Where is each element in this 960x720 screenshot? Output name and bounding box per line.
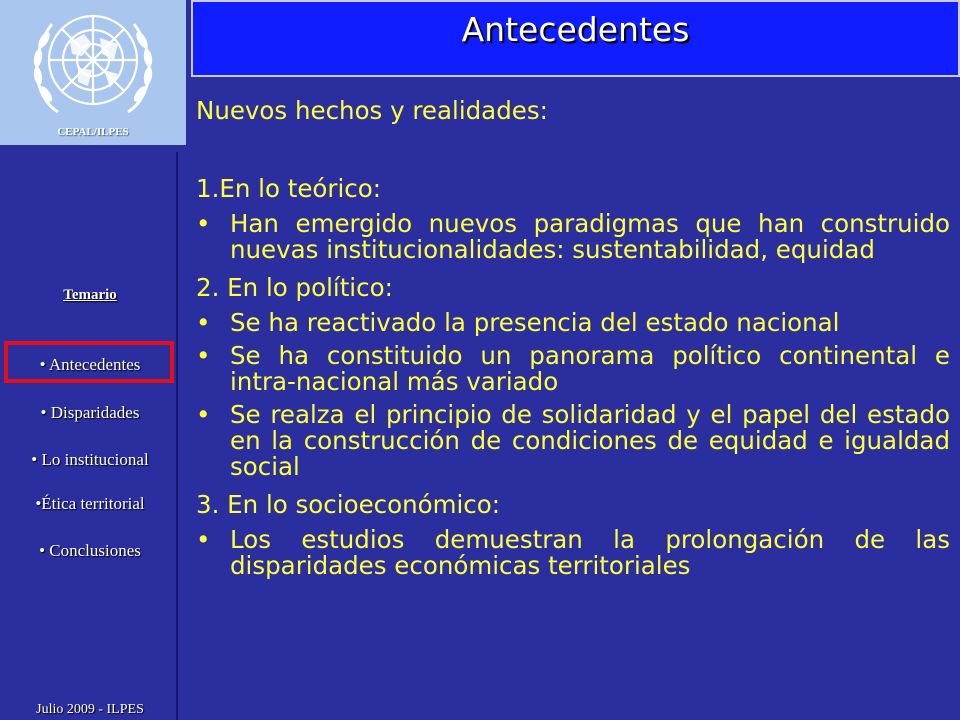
bullet-dot: • [196, 400, 211, 429]
slide-title: Antecedentes [461, 10, 690, 49]
nav-item-conclusiones[interactable]: • Conclusiones [39, 541, 141, 560]
bullet-dot: • [196, 341, 211, 370]
nav-item-antecedentes[interactable]: • Antecedentes [39, 355, 141, 374]
section-heading-politico: 2. En lo político: [196, 273, 393, 302]
sidebar [0, 152, 178, 720]
bullet-item [196, 402, 950, 480]
nav-item-lo-institucional[interactable]: • Lo institucional [31, 450, 149, 469]
bullet-text: Han emergido nuevos paradigmas que han construido nuevas institucionalidades: sustentabilidad, equidad [230, 209, 950, 264]
bullet-text: Los estudios demuestran la prolongación de las disparidades económicas territoriales [230, 525, 950, 580]
bullet-text: Se ha constituido un panorama político continental e intra-nacional más variado [230, 341, 950, 396]
bullet-item [196, 310, 950, 336]
bullet-dot: • [196, 308, 211, 337]
bullet-item [196, 527, 950, 579]
slide-subtitle: Nuevos hechos y realidades: [196, 96, 548, 125]
section-heading-teorico: 1.En lo teórico: [196, 174, 382, 203]
un-emblem-icon [22, 4, 164, 126]
bullet-item [196, 343, 950, 395]
bullet-dot: • [196, 209, 211, 238]
nav-item-etica-territorial[interactable]: •Ética territorial [35, 494, 145, 513]
temario-link[interactable]: Temario [63, 287, 117, 303]
footer-date: Julio 2009 - ILPES [36, 702, 144, 717]
section-heading-socioeconomico: 3. En lo socioeconómico: [196, 490, 501, 519]
slide-content [196, 96, 950, 579]
nav-item-disparidades[interactable]: • Disparidades [40, 403, 140, 422]
bullet-dot: • [196, 525, 211, 554]
un-logo-panel [0, 0, 186, 145]
bullet-text: Se ha reactivado la presencia del estado nacional [230, 308, 840, 337]
bullet-item [196, 211, 950, 263]
title-bar [191, 0, 960, 77]
logo-caption: CEPAL/ILPES [57, 126, 129, 138]
bullet-text: Se realza el principio de solidaridad y el papel del estado en la construcción de condiciones de equidad e igualdad social [230, 400, 950, 481]
